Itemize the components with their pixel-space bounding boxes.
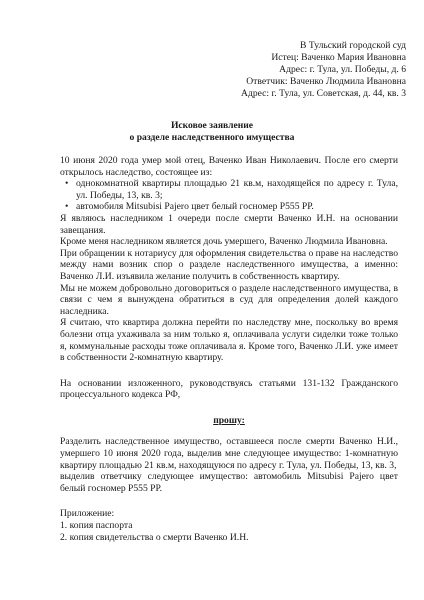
defendant-name: Ответчик: Ваченко Людмила Ивановна: [246, 75, 406, 87]
estate-list: [60, 178, 398, 213]
estate-item-apartment: • однокомнатной квартиры площадью 21 кв.м, находящейся по адресу г. Тула, ул. Победы, 13, кв. 3;: [76, 178, 398, 201]
request-paragraph: Разделить наследственное имущество, оставшееся после смерти Ваченко Н.И., умершего 10 июня 2020 года, выделив мне следующее имущество: 1-комнатную квартиру площадью 21 кв.м, находящуюся по адресу г. Тула, ул. Победы, 13, кв. 3,: [60, 436, 398, 471]
request-heading: прошу:: [213, 414, 245, 426]
plaintiff-address: Адрес: г. Тула, ул. Победы, д. 6: [279, 63, 406, 75]
court-paragraph: Мы не можем добровольно договориться о разделе наследственного имущества, в связи с чем я вынуждена обратиться в суд для определения долей каждого наследника.: [60, 282, 398, 317]
request-defendant-paragraph: выделив ответчику следующее имущество: автомобиль Mitsubisi Pajero цвет белый госномер Р555 РР.: [60, 471, 398, 494]
defendant-address: Адрес: г. Тула, ул. Советская, д. 44, кв. 3: [241, 87, 406, 99]
attachment-item: 2. копия свидетельства о смерти Ваченко И.Н.: [60, 531, 249, 543]
title-line-1: Исковое заявление: [170, 120, 254, 131]
addressee-block: [236, 40, 406, 100]
document-body: [60, 155, 398, 543]
reason-paragraph: Я считаю, что квартира должна перейти по наследству мне, поскольку во время болезни отца ухаживала за ним только я, оплачивала услуги сиделки тоже только я, коммунальные расходы тоже оплачивала я. Кроме того, Ваченко Л.И. уже имеет в собственности 2-комнатную квартиру.: [60, 317, 398, 364]
title-line-2: о разделе наследственного имущества: [129, 132, 295, 143]
attachments-block: [60, 508, 398, 543]
other-heir-paragraph: Кроме меня наследником является дочь умершего, Ваченко Людмила Ивановна.: [60, 236, 388, 248]
attachment-item: 1. копия паспорта: [60, 520, 133, 532]
estate-item-car: • автомобиля Mitsubisi Pajero цвет белый госномер Р555 РР.: [76, 201, 398, 213]
plaintiff-name: Истец: Ваченко Мария Ивановна: [271, 51, 406, 63]
attachments-title: Приложение:: [60, 508, 115, 520]
basis-paragraph: На основании изложенного, руководствуясь статьями 131-132 Гражданского процессуального кодекса РФ,: [60, 377, 398, 401]
notary-paragraph: При обращении к нотариусу для оформления свидетельства о праве на наследство между нами возник спор о разделе наследственного имущества, а именно: Ваченко Л.И. изъявила желание получить в собственность квартиру.: [60, 247, 398, 282]
document-title: [0, 120, 424, 144]
intro-paragraph: 10 июня 2020 года умер мой отец, Ваченко Иван Николаевич. После его смерти открылось наследство, состоящее из:: [60, 155, 398, 178]
heir-paragraph: Я являюсь наследником 1 очереди после смерти Ваченко И.Н. на основании завещания.: [60, 212, 398, 236]
court-name: В Тульский городской суд: [300, 40, 406, 51]
